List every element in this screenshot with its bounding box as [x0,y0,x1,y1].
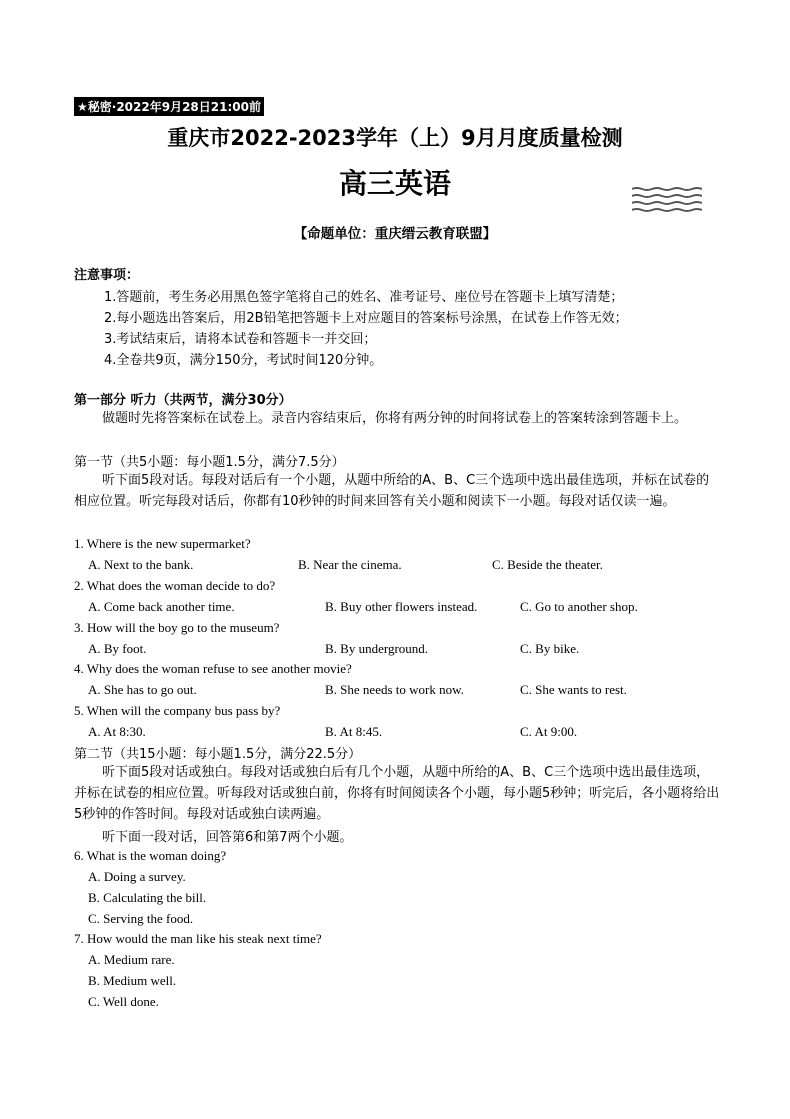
question-4: 4. Why does the woman refuse to see another movie? [74,661,352,676]
option-b: B. Calculating the bill. [88,890,207,905]
option-c: C. Serving the food. [88,911,194,926]
note-item: 2.每小题选出答案后，用2B铅笔把答题卡上对应题目的答案标号涂黑，在试卷上作答无效； [104,311,628,326]
section2-intro: 听下面5段对话或独白。每段对话或独白后有几个小题，从题中所给的A、B、C三个选项中选出最佳选项，并标在试卷的相应位置。听每段对话或独白前，你将有时间阅读各个小题，每小题5秒钟；听完后，各小题将给出5秒钟的作答时间。每段对话或独白读两遍。 [74,765,720,822]
option-b: B. By underground. [325,641,429,656]
question-2: 2. What does the woman decide to do? [74,578,276,593]
option-a: A. At 8:30. [88,724,146,739]
option-c: C. Go to another shop. [520,599,638,614]
option-a: A. Next to the bank. [88,557,194,572]
section1-heading: 第一节（共5小题：每小题1.5分，满分7.5分） [74,455,345,470]
option-b: B. Near the cinema. [298,557,402,572]
option-a: A. By foot. [88,641,147,656]
option-c: C. At 9:00. [520,724,578,739]
decorative-stripes [632,186,702,216]
option-a: A. Come back another time. [88,599,235,614]
notes-heading: 注意事项： [74,268,140,283]
section1-intro: 听下面5段对话。每段对话后有一个小题，从题中所给的A、B、C三个选项中选出最佳选项，并标在试卷的相应位置。听完每段对话后，你都有10秒钟的时间来回答有关小题和阅读下一小题。每段对话仅读一遍。 [74,473,710,509]
compiler-unit: 【命题单位：重庆缙云教育联盟】 [293,226,497,242]
option-a: A. She has to go out. [88,682,197,697]
question-6: 6. What is the woman doing? [74,848,227,863]
exam-title: 重庆市2022-2023学年（上）9月月度质量检测 [167,126,623,150]
note-item: 3.考试结束后，请将本试卷和答题卡一并交回； [104,332,377,347]
section2-heading: 第二节（共15小题：每小题1.5分，满分22.5分） [74,747,362,762]
part1-heading: 第一部分 听力（共两节，满分30分） [74,393,292,408]
part1-intro: 做题时先将答案标在试卷上。录音内容结束后，你将有两分钟的时间将试卷上的答案转涂到答题卡上。 [102,411,688,426]
option-c: C. Well done. [88,994,159,1009]
option-a: A. Doing a survey. [88,869,186,884]
subject-title: 高三英语 [338,167,451,200]
section2-sub-intro: 听下面一段对话，回答第6和第7两个小题。 [102,830,353,845]
option-a: A. Medium rare. [88,952,175,967]
option-b: B. She needs to work now. [325,682,464,697]
note-item: 4.全卷共9页，满分150分，考试时间120分钟。 [104,353,383,368]
option-c: C. She wants to rest. [520,682,627,697]
option-c: C. By bike. [520,641,580,656]
option-b: B. Buy other flowers instead. [325,599,478,614]
option-b: B. At 8:45. [325,724,383,739]
question-5: 5. When will the company bus pass by? [74,703,281,718]
question-7: 7. How would the man like his steak next time? [74,931,322,946]
question-1: 1. Where is the new supermarket? [74,536,251,551]
note-item: 1.答题前，考生务必用黑色签字笔将自己的姓名、准考证号、座位号在答题卡上填写清楚； [104,290,624,305]
question-3: 3. How will the boy go to the museum? [74,620,280,635]
option-b: B. Medium well. [88,973,177,988]
confidential-label: ★秘密·2022年9月28日21:00前 [74,97,264,116]
option-c: C. Beside the theater. [492,557,603,572]
